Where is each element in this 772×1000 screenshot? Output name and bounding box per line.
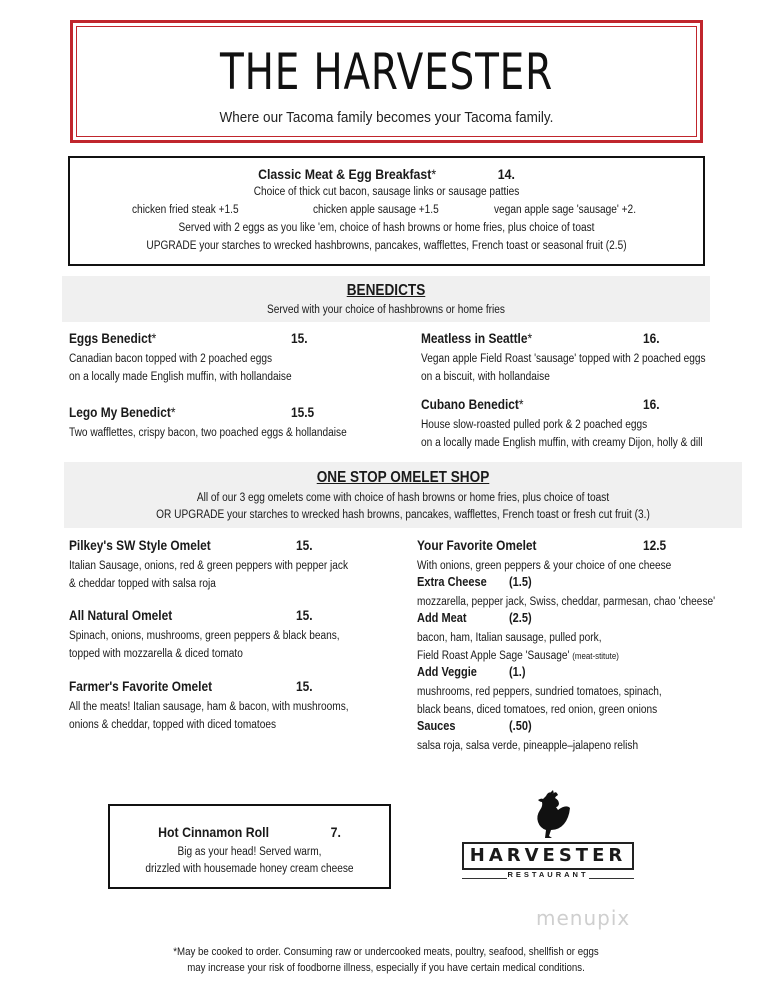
- item-price: 15.5: [291, 404, 315, 420]
- item-desc: Spinach, onions, mushrooms, green peppers & black beans,: [69, 630, 340, 642]
- omelet-subtitle-2: OR UPGRADE your starches to wrecked hash browns, pancakes, wafflettes, French toast or fresh cut fruit (3.): [156, 509, 650, 521]
- omelet-subtitle-1: All of our 3 egg omelets come with choice of hash browns or home fries, plus choice of toast: [196, 492, 610, 504]
- sauces-heading: [417, 719, 747, 737]
- item-name: All Natural Omelet: [69, 607, 173, 623]
- item-price: 16.: [643, 330, 660, 346]
- item-name: Meatless in Seattle: [421, 330, 528, 346]
- item-desc: House slow-roasted pulled pork & 2 poached eggs: [421, 419, 648, 431]
- meat-stitute-note: (meat-stitute): [572, 651, 619, 661]
- menu-item-meatless-in-seattle: [421, 330, 721, 386]
- benedicts-band: [62, 276, 710, 322]
- rooster-icon: [526, 790, 572, 840]
- item-desc: on a locally made English muffin, with creamy Dijon, holly & dill: [421, 437, 703, 449]
- add-meat-price: (2.5): [509, 611, 532, 625]
- add-veggie-label: Add Veggie: [417, 665, 477, 679]
- classic-line-3: Served with 2 eggs as you like 'em, choice of hash browns or home fries, plus choice of toast: [178, 222, 595, 234]
- item-name: Lego My Benedict: [69, 404, 171, 420]
- cinnamon-roll-line-1: Big as your head! Served warm,: [177, 846, 322, 858]
- item-desc: Two wafflettes, crispy bacon, two poached eggs & hollandaise: [69, 427, 347, 439]
- add-veggie-price: (1.): [509, 665, 526, 679]
- classic-line-1: Choice of thick cut bacon, sausage links or sausage patties: [253, 186, 520, 198]
- menupix-watermark: menupix: [536, 906, 631, 930]
- cinnamon-roll-name: Hot Cinnamon Roll: [158, 824, 269, 840]
- classic-breakfast-heading: [108, 166, 665, 182]
- item-desc: With onions, green peppers & your choice of one cheese: [417, 560, 672, 572]
- sauces-label: Sauces: [417, 719, 456, 733]
- cinnamon-roll-box: [108, 804, 391, 889]
- item-price: 15.: [296, 607, 313, 623]
- item-desc: Vegan apple Field Roast 'sausage' topped with 2 poached eggs: [421, 353, 706, 365]
- item-price: 15.: [291, 330, 308, 346]
- add-veggie-options: mushrooms, red peppers, sundried tomatoes, spinach,: [417, 686, 662, 698]
- star-mark: *: [431, 166, 437, 182]
- item-desc: & cheddar topped with salsa roja: [69, 578, 216, 590]
- item-desc: on a biscuit, with hollandaise: [421, 371, 550, 383]
- add-meat-options-2: [417, 647, 707, 665]
- menu-item-pilkeys-omelet: [69, 537, 399, 593]
- cinnamon-roll-line-2: drizzled with housemade honey cream cheese: [145, 863, 354, 875]
- star-mark: *: [527, 330, 533, 346]
- classic-breakfast-price: 14.: [497, 166, 515, 182]
- star-mark: *: [170, 404, 176, 420]
- sauces-options: salsa roja, salsa verde, pineapple–jalapeno relish: [417, 740, 639, 752]
- star-mark: *: [518, 396, 524, 412]
- item-name: Farmer's Favorite Omelet: [69, 678, 213, 694]
- menu-item-your-favorite-omelet: [417, 537, 747, 755]
- sauces-price: (.50): [509, 719, 532, 733]
- star-mark: *: [151, 330, 157, 346]
- addon-chicken-fried-steak: chicken fried steak +1.5: [132, 204, 239, 216]
- omelet-title: ONE STOP OMELET SHOP: [316, 469, 490, 486]
- harvester-logo-subtitle: RESTAURANT: [507, 870, 589, 879]
- item-name: Pilkey's SW Style Omelet: [69, 537, 211, 553]
- add-veggie-heading: [417, 665, 747, 683]
- header-frame: [70, 20, 703, 143]
- addon-chicken-apple-sausage: chicken apple sausage +1.5: [313, 204, 439, 216]
- addon-vegan-apple-sage: vegan apple sage 'sausage' +2.: [494, 204, 637, 216]
- item-price: 12.5: [643, 537, 667, 553]
- restaurant-title: THE HARVESTER: [220, 43, 553, 101]
- harvester-logo-word: HARVESTER: [462, 842, 634, 870]
- item-name: Cubano Benedict: [421, 396, 519, 412]
- menu-item-all-natural-omelet: [69, 607, 399, 663]
- item-price: 16.: [643, 396, 660, 412]
- item-desc: Canadian bacon topped with 2 poached eggs: [69, 353, 273, 365]
- extra-cheese-heading: [417, 575, 747, 593]
- item-name: Eggs Benedict: [69, 330, 152, 346]
- omelet-band: [64, 462, 742, 528]
- benedicts-title: BENEDICTS: [346, 282, 426, 299]
- item-desc: on a locally made English muffin, with hollandaise: [69, 371, 292, 383]
- item-desc: Italian Sausage, onions, red & green peppers with pepper jack: [69, 560, 349, 572]
- add-meat-field-roast: Field Roast Apple Sage 'Sausage': [417, 650, 570, 662]
- classic-line-4: UPGRADE your starches to wrecked hashbrowns, pancakes, wafflettes, French toast or seasonal fruit (2.5): [146, 240, 627, 252]
- cinnamon-roll-price: 7.: [330, 824, 341, 840]
- extra-cheese-options: mozzarella, pepper jack, Swiss, cheddar, parmesan, chao 'cheese': [417, 596, 716, 608]
- add-meat-options: bacon, ham, Italian sausage, pulled pork,: [417, 632, 602, 644]
- item-desc: onions & cheddar, topped with diced tomatoes: [69, 719, 277, 731]
- item-desc: All the meats! Italian sausage, ham & bacon, with mushrooms,: [69, 701, 349, 713]
- add-meat-label: Add Meat: [417, 611, 467, 625]
- menu-item-eggs-benedict: [69, 330, 399, 386]
- footer-disclaimer-1: *May be cooked to order. Consuming raw or undercooked meats, poultry, seafood, shellfish or eggs: [173, 946, 599, 958]
- add-meat-heading: [417, 611, 747, 629]
- menu-item-farmers-favorite-omelet: [69, 678, 399, 734]
- benedicts-subtitle: Served with your choice of hashbrowns or home fries: [267, 304, 505, 316]
- item-desc: topped with mozzarella & diced tomato: [69, 648, 243, 660]
- footer-disclaimer-2: may increase your risk of foodborne illness, especially if you have certain medical conditions.: [187, 962, 585, 974]
- item-price: 15.: [296, 537, 313, 553]
- item-price: 15.: [296, 678, 313, 694]
- cinnamon-roll-heading: [127, 824, 373, 840]
- classic-breakfast-box: [68, 156, 705, 266]
- extra-cheese-label: Extra Cheese: [417, 575, 487, 589]
- extra-cheese-price: (1.5): [509, 575, 532, 589]
- item-name: Your Favorite Omelet: [417, 537, 537, 553]
- tagline: Where our Tacoma family becomes your Tacoma family.: [219, 109, 554, 126]
- classic-breakfast-name: Classic Meat & Egg Breakfast: [258, 166, 432, 182]
- menu-item-cubano-benedict: [421, 396, 721, 452]
- menu-item-lego-my-benedict: [69, 404, 399, 442]
- add-veggie-options-2: black beans, diced tomatoes, red onion, green onions: [417, 704, 658, 716]
